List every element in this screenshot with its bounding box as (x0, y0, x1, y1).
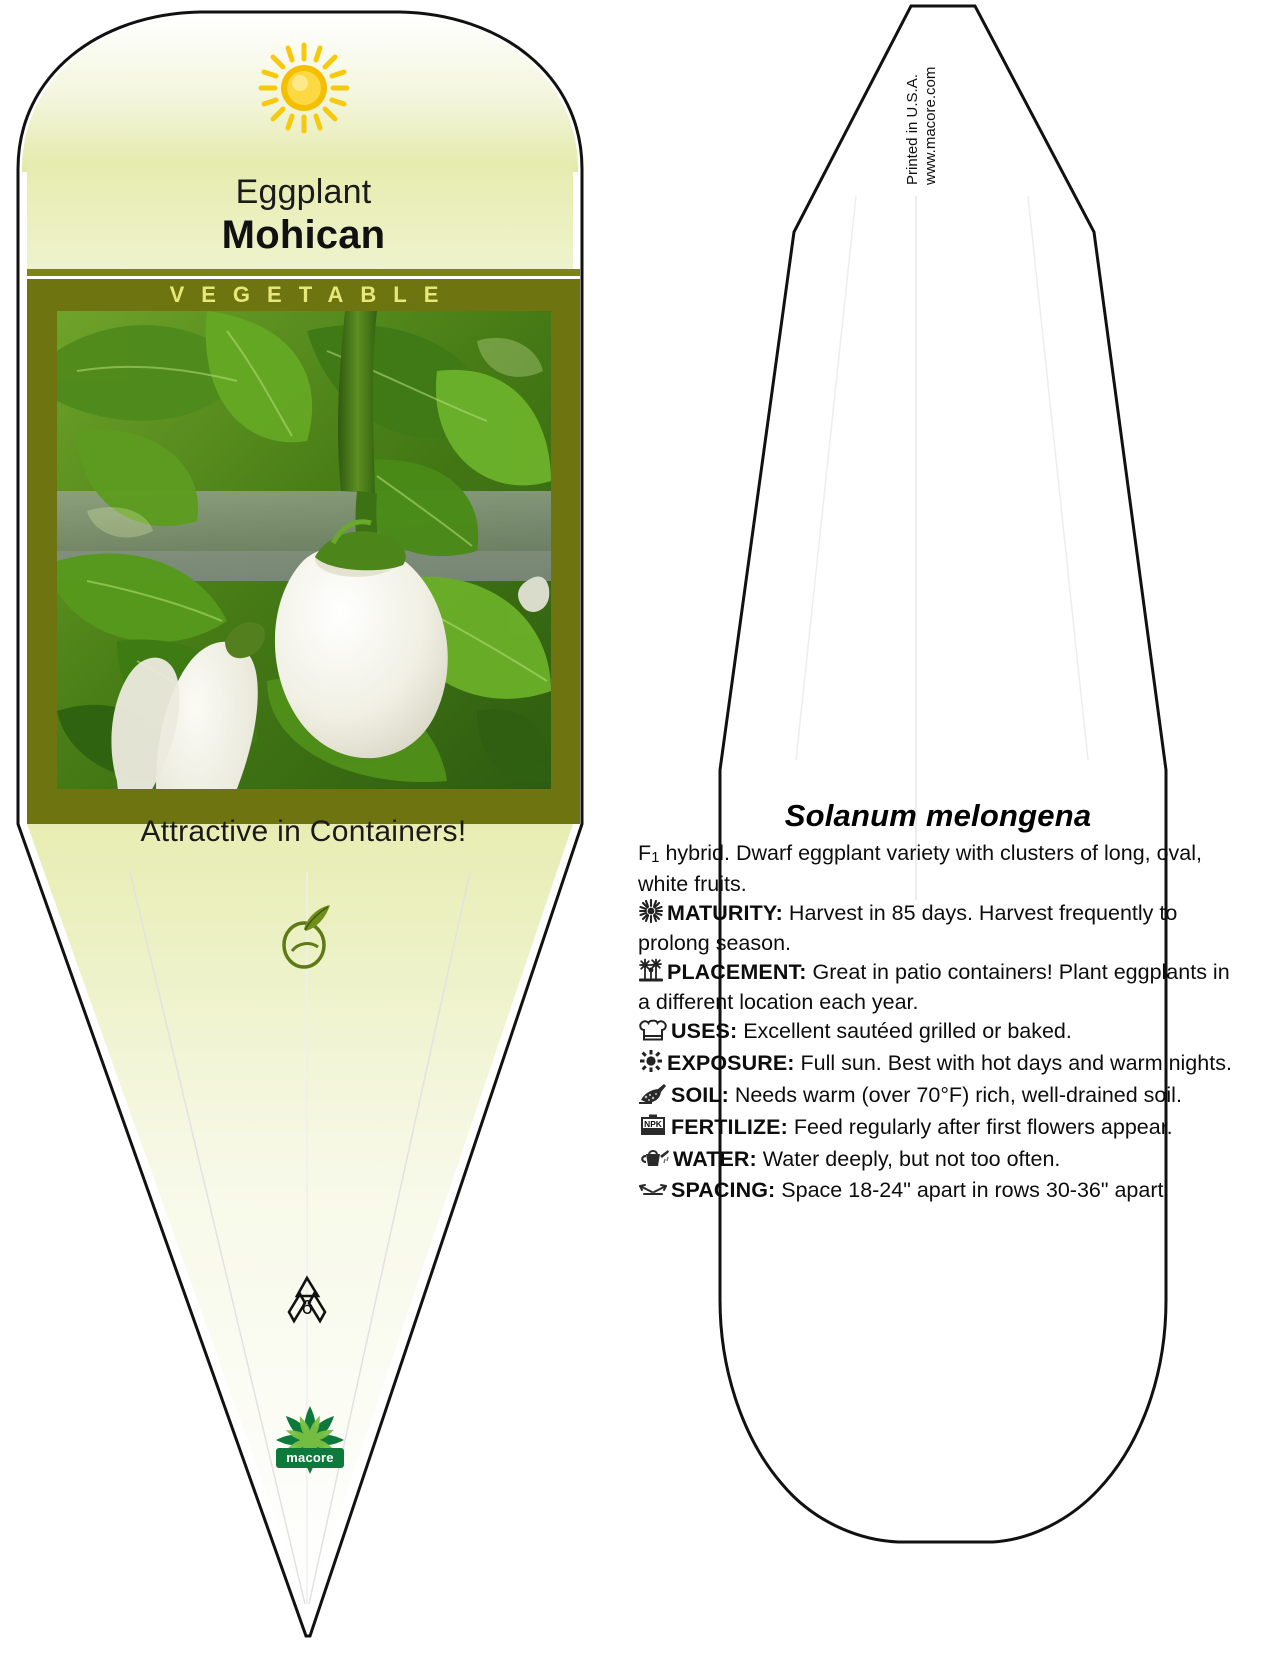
crop-variety-name: Mohican (221, 213, 386, 257)
text-fertilize: Feed regularly after first flowers appear. (787, 1115, 1173, 1139)
recycle-6-icon (278, 1274, 336, 1328)
sun-exposure-icon (638, 1049, 664, 1080)
text-soil: Needs warm (over 70°F) rich, well-drained soil. (728, 1083, 1182, 1107)
label-soil: SOIL: (671, 1083, 729, 1107)
crop-common-name: Eggplant (235, 173, 372, 211)
label-uses: USES: (671, 1019, 738, 1043)
text-water: Water deeply, but not too often. (756, 1147, 1061, 1171)
back-tag (598, 0, 1273, 1654)
label-water: WATER: (673, 1147, 757, 1171)
divider-rule (27, 269, 580, 276)
soil-trowel-icon (638, 1081, 668, 1112)
spacing-arrows-icon (638, 1180, 668, 1207)
printed-in-usa: Printed in U.S.A. (904, 74, 921, 185)
category-label: VEGETABLE (27, 279, 580, 311)
label-spacing: SPACING: (671, 1178, 776, 1202)
watering-can-icon (638, 1145, 670, 1176)
info-line-spacing (638, 1177, 1238, 1207)
seed-leaf-logo-icon (272, 899, 336, 971)
care-info-block (638, 798, 1238, 1207)
svg-text:NPK: NPK (644, 1119, 662, 1129)
tagline: Attractive in Containers! (140, 815, 467, 848)
label-fertilize: FERTILIZE: (671, 1115, 788, 1139)
printed-in-usa-block (890, 35, 939, 195)
photo-frame (27, 284, 580, 824)
label-maturity: MATURITY: (667, 901, 783, 925)
info-line-placement (638, 958, 1238, 1016)
flowers-bed-icon (638, 958, 664, 989)
info-line-maturity (638, 899, 1238, 957)
text-placement: Great in patio containers! Plant eggplants in a different location each year. (638, 960, 1230, 1014)
text-uses: Excellent sautéed grilled or baked. (737, 1019, 1072, 1043)
brand-name: macore (286, 1450, 334, 1465)
svg-text:6: 6 (301, 1297, 313, 1319)
info-line-exposure (638, 1049, 1238, 1080)
plant-name-block (27, 164, 580, 264)
macore-star-logo-icon (268, 1404, 352, 1488)
website-url: www.macore.com (922, 66, 939, 185)
chef-hat-icon (638, 1017, 668, 1048)
label-placement: PLACEMENT: (667, 960, 807, 984)
botanical-name: Solanum melongena (784, 798, 1092, 833)
sun-icon (258, 42, 350, 134)
npk-bag-icon (638, 1113, 668, 1144)
label-exposure: EXPOSURE: (667, 1051, 795, 1075)
white-eggplant-photo (57, 311, 551, 789)
info-line-fertilize (638, 1113, 1238, 1144)
description-prefix: F (638, 841, 652, 865)
description (638, 840, 1238, 898)
info-line-water (638, 1145, 1238, 1176)
description-subscript: 1 (651, 849, 660, 866)
flower-burst-icon (638, 899, 664, 930)
front-tag (10, 4, 590, 1644)
description-text: hybrid. Dwarf eggplant variety with clusters of long, oval, white fruits. (638, 841, 1203, 896)
text-maturity: Harvest in 85 days. Harvest frequently to prolong season. (638, 901, 1178, 955)
info-line-uses (638, 1017, 1238, 1048)
text-exposure: Full sun. Best with hot days and warm nights. (794, 1051, 1232, 1075)
info-line-soil (638, 1081, 1238, 1112)
tagline-band (27, 802, 580, 874)
text-spacing: Space 18-24" apart in rows 30-36" apart. (775, 1178, 1170, 1202)
